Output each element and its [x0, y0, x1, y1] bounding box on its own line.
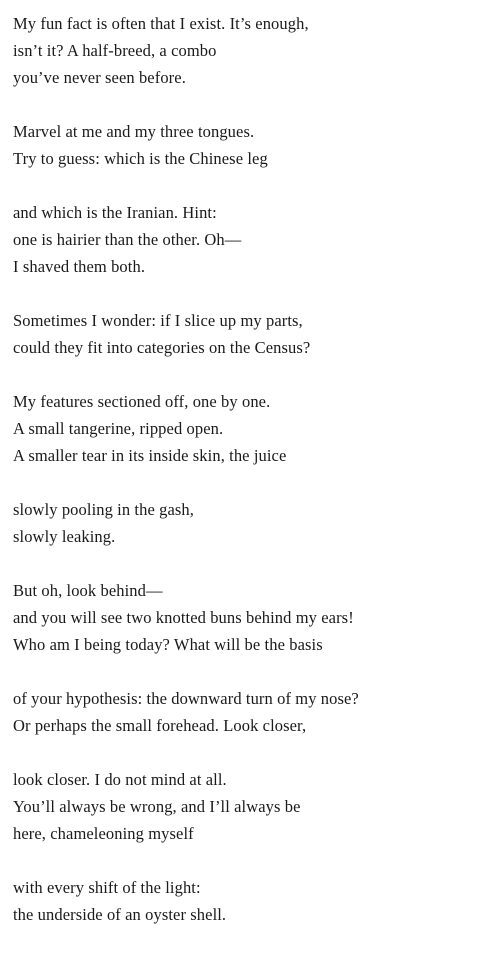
poem-line: A smaller tear in its inside skin, the juice	[13, 446, 287, 465]
poem-line: and you will see two knotted buns behind my ears!	[13, 608, 354, 627]
stanza-5	[13, 388, 493, 469]
stanza-3	[13, 199, 493, 280]
poem-line: with every shift of the light:	[13, 878, 201, 897]
poem-line: the underside of an oyster shell.	[13, 905, 227, 924]
poem-line: My features sectioned off, one by one.	[13, 392, 271, 411]
poem-line: you’ve never seen before.	[13, 68, 186, 87]
poem-line: of your hypothesis: the downward turn of my nose?	[13, 689, 359, 708]
poem-line: slowly pooling in the gash,	[13, 500, 194, 519]
stanza-1	[13, 10, 493, 91]
poem-line: I shaved them both.	[13, 257, 146, 276]
poem-line: A small tangerine, ripped open.	[13, 419, 224, 438]
poem-line: My fun fact is often that I exist. It’s enough,	[13, 14, 309, 33]
poem-line: Sometimes I wonder: if I slice up my parts,	[13, 311, 303, 330]
stanza-6	[13, 496, 493, 550]
poem-line: slowly leaking.	[13, 527, 116, 546]
poem-line: isn’t it? A half-breed, a combo	[13, 41, 217, 60]
poem-line: could they fit into categories on the Census?	[13, 338, 311, 357]
stanza-7	[13, 577, 493, 658]
poem-line: Or perhaps the small forehead. Look closer,	[13, 716, 307, 735]
stanza-9	[13, 766, 493, 847]
poem-line: and which is the Iranian. Hint:	[13, 203, 217, 222]
poem-body	[13, 10, 493, 955]
poem-line: look closer. I do not mind at all.	[13, 770, 227, 789]
stanza-2	[13, 118, 493, 172]
stanza-4	[13, 307, 493, 361]
poem-line: one is hairier than the other. Oh—	[13, 230, 242, 249]
stanza-8	[13, 685, 493, 739]
poem-line: Who am I being today? What will be the basis	[13, 635, 323, 654]
poem-line: Marvel at me and my three tongues.	[13, 122, 255, 141]
poem-line: You’ll always be wrong, and I’ll always be	[13, 797, 301, 816]
poem-line: But oh, look behind—	[13, 581, 163, 600]
stanza-10	[13, 874, 493, 928]
poem-line: here, chameleoning myself	[13, 824, 194, 843]
poem-line: Try to guess: which is the Chinese leg	[13, 149, 268, 168]
